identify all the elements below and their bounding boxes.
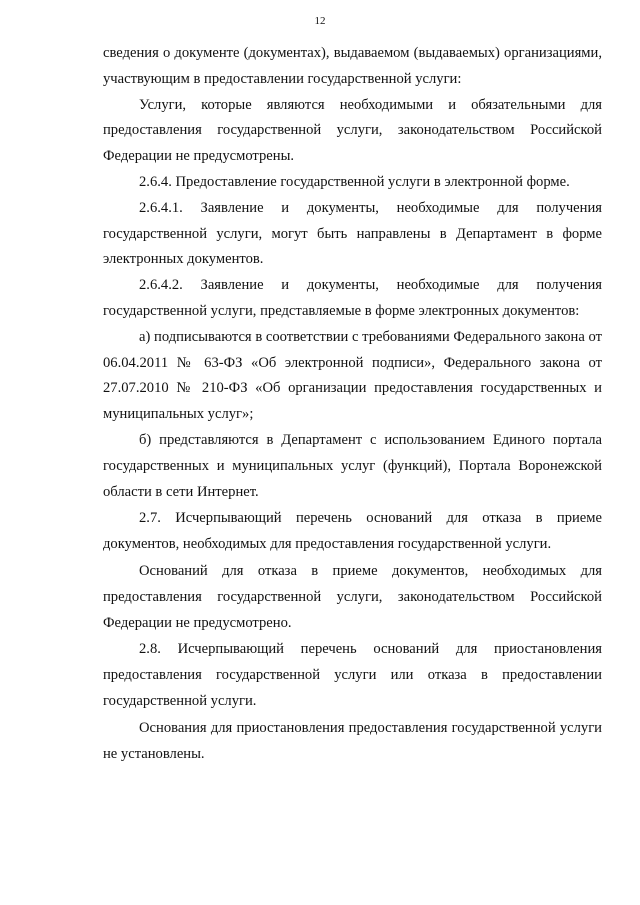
- paragraph-required-services: Услуги, которые являются необходимыми и обязательными для предоставления государственной услуги, законодательством Российской Федерации не предусмотрены.: [103, 96, 602, 165]
- paragraph-suspension-grounds: Основания для приостановления предоставления государственной услуги не установлены.: [103, 719, 602, 762]
- page-number: 12: [314, 15, 326, 27]
- document-body: [103, 41, 602, 767]
- paragraph-2-6-4-1: 2.6.4.1. Заявление и документы, необходимые для получения государственной услуги, могут быть направлены в Департамент в форме электронных документов.: [103, 199, 602, 268]
- paragraph-2-7: 2.7. Исчерпывающий перечень оснований для отказа в приеме документов, необходимых для предоставления государственной услуги.: [103, 510, 602, 553]
- paragraph-continuation: сведения о документе (документах), выдаваемом (выдаваемых) организациями, участвующим в предоставлении государственной услуги:: [103, 45, 602, 87]
- paragraph-2-6-4: 2.6.4. Предоставление государственной услуги в электронной форме.: [139, 173, 570, 190]
- paragraph-item-b: б) представляются в Департамент с использованием Единого портала государственных и муниципальных услуг (функций), Портала Воронежской области в сети Интернет.: [103, 431, 602, 500]
- paragraph-item-a: а) подписываются в соответствии с требованиями Федерального закона от 06.04.2011 № 63-ФЗ «Об электронной подписи», Федерального закона от 27.07.2010 № 210-ФЗ «Об организации предоставления государственных и муниципальных услуг»;: [103, 328, 602, 423]
- paragraph-2-8: 2.8. Исчерпывающий перечень оснований для приостановления предоставления государственной услуги или отказа в предоставлении государственной услуги.: [103, 641, 602, 709]
- paragraph-refusal-grounds: Оснований для отказа в приеме документов, необходимых для предоставления государственной услуги, законодательством Российской Федерации не предусмотрено.: [103, 562, 602, 631]
- paragraph-2-6-4-2: 2.6.4.2. Заявление и документы, необходимые для получения государственной услуги, представляемые в форме электронных документов:: [103, 277, 602, 319]
